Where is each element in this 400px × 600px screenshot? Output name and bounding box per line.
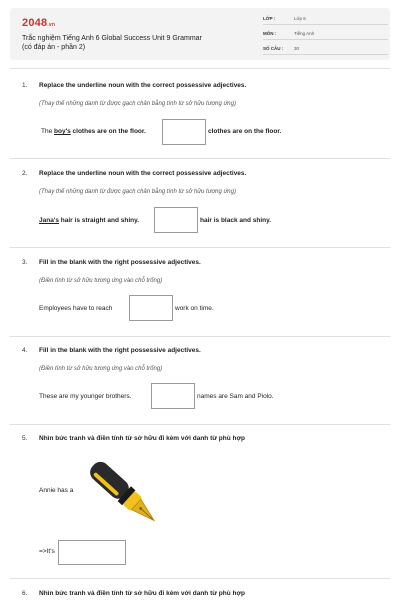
divider-1: [10, 158, 390, 159]
meta-subject-label: MÔN :: [263, 31, 277, 36]
divider-5: [10, 578, 390, 579]
logo-text: 2048: [22, 17, 48, 29]
meta-grade: [263, 14, 388, 25]
question-1-answer-input[interactable]: [162, 119, 206, 145]
meta-count-label: SỐ CÂU :: [263, 46, 284, 51]
question-5-answer-prefix: =>It's: [39, 548, 55, 555]
worksheet-title: [22, 34, 247, 52]
question-4-hint: (Điền tính từ sở hữu tương ứng vào chỗ trống): [39, 366, 163, 372]
q2-underlined-noun: Jana's: [39, 217, 59, 224]
fountain-pen-image: [86, 453, 164, 533]
q1-suffix: clothes are on the floor.: [70, 128, 146, 135]
question-6-title: Nhìn bức tranh và điền tính từ sở hữu đi kèm với danh từ phù hợp: [39, 590, 246, 597]
question-6-number: 6.: [22, 590, 28, 597]
question-4-number: 4.: [22, 347, 28, 354]
divider-2: [10, 247, 390, 248]
question-1-hint: (Thay thế những danh từ được gạch chân bằng tính từ sở hữu tương ứng): [39, 101, 236, 107]
question-2-title: Replace the underline noun with the correct possessive adjectives.: [39, 170, 247, 177]
q1-underlined-noun: boy's: [54, 128, 71, 135]
question-4-title: Fill in the blank with the right possessive adjectives.: [39, 347, 201, 354]
question-2-answer-input[interactable]: [154, 207, 198, 233]
question-5-number: 5.: [22, 435, 28, 442]
q2-suffix: hair is straight and shiny.: [58, 217, 140, 224]
question-1-title: Replace the underline noun with the correct possessive adjectives.: [39, 82, 247, 89]
question-2-number: 2.: [22, 170, 28, 177]
worksheet-header: [10, 8, 390, 60]
question-4-after-text: names are Sam and Piolo.: [197, 393, 274, 400]
header-divider: [10, 68, 390, 69]
question-4-before-text: These are my younger brothers.: [39, 393, 132, 400]
question-2-after-text: hair is black and shiny.: [200, 217, 272, 224]
logo-tld: .vn: [47, 22, 56, 28]
meta-count-value: 30: [294, 46, 300, 51]
meta-subject-value: Tiếng Anh: [294, 31, 315, 36]
question-3-before-text: Employees have to reach: [39, 305, 113, 312]
meta-question-count: [263, 44, 388, 55]
question-1-number: 1.: [22, 82, 28, 89]
question-3-after-text: work on time.: [175, 305, 214, 312]
title-line-2: (có đáp án - phần 2): [22, 44, 86, 51]
question-5-title: Nhìn bức tranh và điền tính từ sở hữu đi kèm với danh từ phù hợp: [39, 435, 246, 442]
meta-grade-label: LỚP :: [263, 16, 276, 21]
question-3-answer-input[interactable]: [129, 295, 173, 321]
question-3-hint: (Điền tính từ sở hữu tương ứng vào chỗ trống): [39, 278, 163, 284]
divider-4: [10, 424, 390, 425]
question-3-title: Fill in the blank with the right possessive adjectives.: [39, 259, 201, 266]
question-3-number: 3.: [22, 259, 28, 266]
site-logo[interactable]: [22, 17, 55, 29]
question-2-sentence: [39, 217, 139, 224]
question-4-answer-input[interactable]: [151, 383, 195, 409]
question-2-hint: (Thay thế những danh từ được gạch chân bằng tính từ sở hữu tương ứng): [39, 189, 236, 195]
q1-prefix: The: [41, 128, 55, 135]
meta-subject: [263, 29, 388, 40]
divider-3: [10, 336, 390, 337]
title-line-1: Trắc nghiệm Tiếng Anh 6 Global Success Unit 9 Grammar: [22, 35, 202, 42]
question-5-answer-input[interactable]: [58, 540, 126, 565]
question-1-sentence: [41, 128, 146, 135]
meta-grade-value: Lớp 6: [294, 16, 306, 21]
question-5-sentence: Annie has a: [39, 487, 74, 494]
question-1-after-text: clothes are on the floor.: [208, 128, 282, 135]
